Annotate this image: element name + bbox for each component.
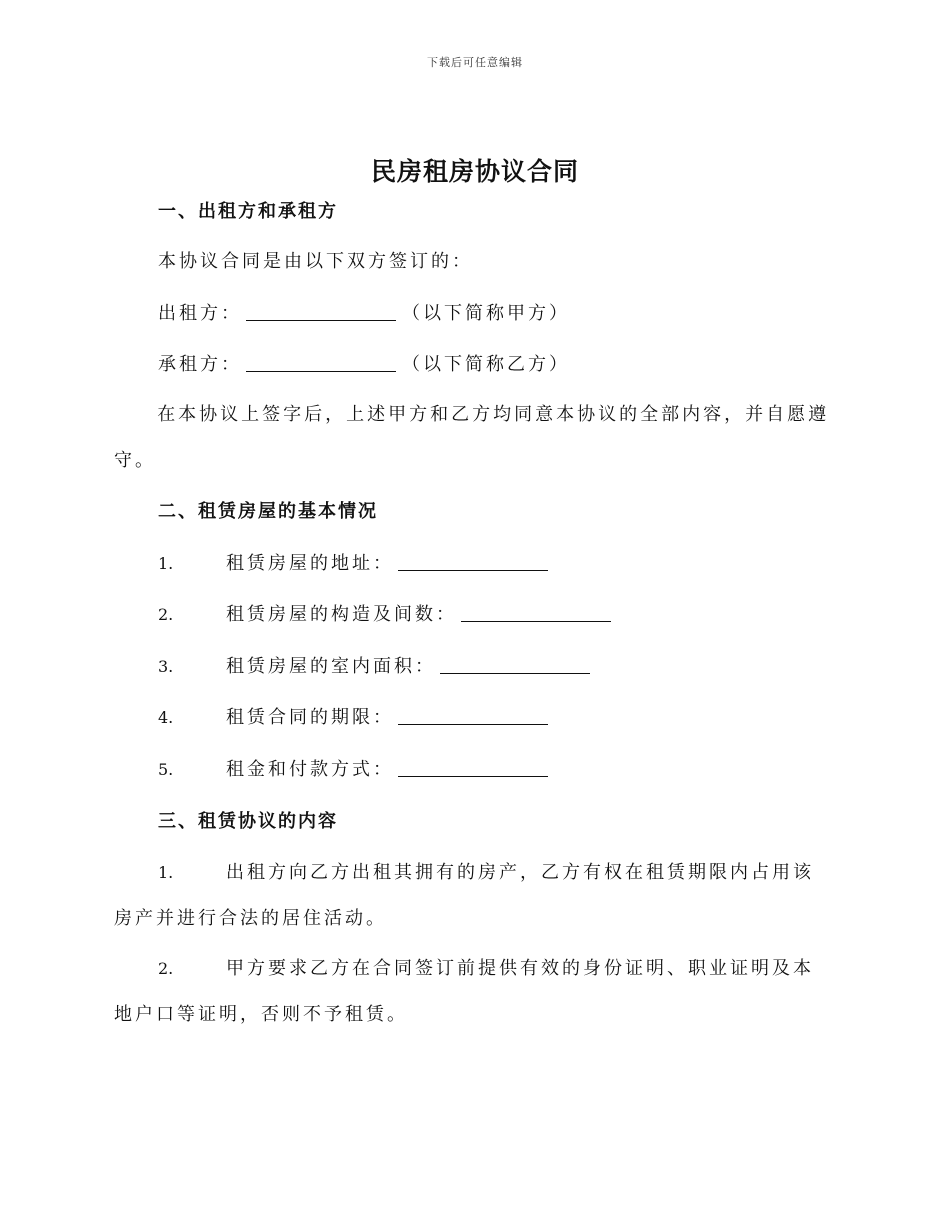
- lessor-label: 出租方：: [158, 303, 242, 324]
- contract-clause: 甲方要求乙方在合同签订前提供有效的身份证明、职业证明及本地户口等证明，否则不予租赁。: [114, 958, 814, 1025]
- section-heading-1: 一、出租方和承租方: [158, 201, 338, 222]
- intro-text: 本协议合同是由以下双方签订的：: [158, 251, 473, 272]
- list-item-number: 3.: [158, 657, 174, 676]
- lessor-blank[interactable]: [246, 302, 396, 321]
- list-item-number: 4.: [158, 708, 174, 727]
- list-item: [226, 552, 554, 576]
- area-blank[interactable]: [440, 655, 590, 674]
- lessee-suffix: （以下简称乙方）: [402, 354, 570, 375]
- list-item: [226, 758, 554, 782]
- list-item-number: 2.: [158, 605, 174, 624]
- list-item-number: 5.: [158, 760, 174, 779]
- section-heading-3: 三、租赁协议的内容: [158, 811, 338, 832]
- list-item-number: 1.: [158, 863, 174, 882]
- lessee-line: [158, 353, 570, 377]
- item-label: 租赁房屋的地址：: [226, 553, 394, 574]
- lessor-suffix: （以下简称甲方）: [402, 303, 570, 324]
- list-item-number: 1.: [158, 554, 174, 573]
- rent-blank[interactable]: [398, 758, 548, 777]
- section-heading-2: 二、租赁房屋的基本情况: [158, 501, 378, 522]
- list-item: [226, 655, 596, 679]
- lessee-label: 承租方：: [158, 354, 242, 375]
- agreement-paragraph: 在本协议上签字后，上述甲方和乙方均同意本协议的全部内容，并自愿遵守。: [114, 404, 830, 471]
- structure-blank[interactable]: [461, 603, 611, 622]
- lessee-blank[interactable]: [246, 353, 396, 372]
- list-item-number: 2.: [158, 959, 174, 978]
- document-title: 民房租房协议合同: [370, 157, 579, 186]
- contract-clause: 出租方向乙方出租其拥有的房产，乙方有权在租赁期限内占用该房产并进行合法的居住活动。: [114, 862, 814, 929]
- list-item: [226, 603, 617, 627]
- item-label: 租赁合同的期限：: [226, 707, 394, 728]
- list-item: [226, 706, 554, 730]
- lessor-line: [158, 302, 570, 326]
- item-label: 租赁房屋的室内面积：: [226, 656, 436, 677]
- item-label: 租金和付款方式：: [226, 759, 394, 780]
- header-note: 下载后可任意编辑: [427, 56, 523, 69]
- item-label: 租赁房屋的构造及间数：: [226, 604, 457, 625]
- address-blank[interactable]: [398, 552, 548, 571]
- term-blank[interactable]: [398, 706, 548, 725]
